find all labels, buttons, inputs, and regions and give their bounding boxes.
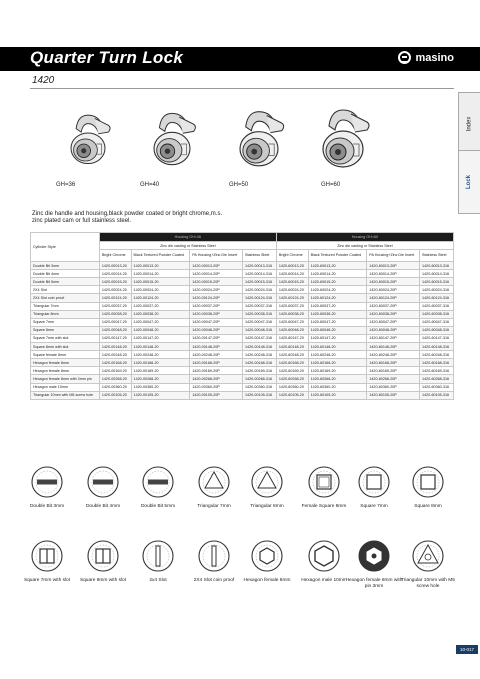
key-style-double-bit [16,462,78,510]
part-number-cell: 1420-60268-20 [276,375,308,383]
part-number-cell: 1420-00148-20 [99,343,131,351]
housing-group-header: Housing GH=60 [276,233,453,242]
part-number-cell: 1420-60013-316 [420,262,454,270]
cylinder-style-cell: Triangular 10mm with M5 screw hole [31,391,100,399]
part-number-cell: 1420-00015-20P [190,278,243,286]
key-style-double-bit [127,462,189,510]
part-number-cell: 1420-00014-20P [190,270,243,278]
part-number-cell: 1420-00037-316 [242,302,276,310]
part-number-cell: 1420-00168-316 [242,359,276,367]
quarter-turn-lock-icon [136,104,208,184]
part-number-cell: 1420-00124-20P [190,294,243,302]
part-number-cell: 1420-60037-20 [276,302,308,310]
cylinder-style-cell: Double Bit 5mm [31,278,100,286]
part-number-cell: 1420-60015-20P [367,278,420,286]
table-row [31,286,454,294]
part-number-cell: 1420-00038-20P [190,310,243,318]
finish-header: Black Textured Powder Coated [308,250,367,262]
square-key-icon [397,462,459,502]
triangle-key-icon [236,462,298,502]
part-number-cell: 1420-60168-20 [308,359,367,367]
tab-lock[interactable] [458,150,480,214]
key-style-square [397,462,459,510]
part-number-cell: 1420-60148-20P [367,343,420,351]
key-style-caption: Female Square 8mm [301,504,347,509]
table-row [31,375,454,383]
part-number-cell: 1420-00268-316 [242,375,276,383]
table-row [31,359,454,367]
key-style-square-slot [72,536,134,584]
part-number-cell: 1420-60047-20 [276,318,308,326]
key-style-caption: Triangular 10mm with M5 screw hole [401,578,455,589]
part-number-cell: 1420-60024-20 [276,286,308,294]
part-number-cell: 1420-60015-20 [308,278,367,286]
part-number-cell: 1420-60105-20P [367,391,420,399]
table-row [31,270,454,278]
housing-height-label: GH=50 [229,182,249,188]
key-style-triangle [236,462,298,510]
part-number-cell: 1420-00038-316 [242,310,276,318]
table-row [31,334,454,342]
part-number-cell: 1420-60148-20 [308,343,367,351]
part-number-cell: 1420-00105-20 [99,391,131,399]
cylinder-style-cell: Square 8mm [31,326,100,334]
part-number-cell: 1420-60037-316 [420,302,454,310]
part-number-cell: 1420-00048-20 [99,326,131,334]
part-number-cell: 1420-00048-20P [190,326,243,334]
square-key-icon [343,462,405,502]
part-number-cell: 1420-60169-20P [367,367,420,375]
part-number-cell: 1420-00268-20P [190,375,243,383]
double-bit-key-icon [72,462,134,502]
part-number-cell: 1420-60148-20 [276,343,308,351]
part-number-cell: 1420-60015-316 [420,278,454,286]
part-number-cell: 1420-60168-316 [420,359,454,367]
key-style-caption: Hexagon female 8mm with pin 3mm [345,578,403,589]
cylinder-style-header: Cylinder Style [31,233,100,262]
product-image [52,104,124,184]
cylinder-style-cell: Hexagon female 8mm [31,367,100,375]
triangle-m5-key-icon [397,536,459,576]
part-number-cell: 1420-60047-316 [420,318,454,326]
tab-index-label: Index [466,116,473,132]
part-number-cell: 1420-60047-20P [367,318,420,326]
page-title: Quarter Turn Lock [30,48,184,67]
part-number-cell: 1420-00015-20 [131,278,190,286]
description-line: Zinc die handle and housing,black powder coated or bright chrome,m.s. [32,211,223,217]
key-style-caption: Double Bit 4mm [85,504,121,509]
finish-header: Stainless Steel [242,250,276,262]
cylinder-style-cell: Square 7mm [31,318,100,326]
part-number-cell: 1420-60014-20 [276,270,308,278]
table-row [31,367,454,375]
part-number-cell: 1420-60105-316 [420,391,454,399]
key-style-triangle-m5 [397,536,459,589]
square-slot-key-icon [72,536,134,576]
part-number-cell: 1420-00360-20 [131,383,190,391]
product-image [136,104,208,184]
part-number-cell: 1420-60360-20 [276,383,308,391]
part-number-cell: 1420-60015-20 [276,278,308,286]
part-number-cell: 1420-60124-20 [308,294,367,302]
part-number-cell: 1420-60014-20P [367,270,420,278]
part-number-cell: 1420-00147-20P [190,334,243,342]
table-row [31,310,454,318]
double-bit-key-icon [16,462,78,502]
part-number-cell: 1420-60038-20 [308,310,367,318]
part-number-cell: 1420-00048-316 [242,326,276,334]
part-number-cell: 1420-60105-20 [276,391,308,399]
key-style-slot [127,536,189,584]
brand-logo [398,51,454,64]
part-number-cell: 1420-00024-316 [242,286,276,294]
part-number-cell: 1420-00024-20P [190,286,243,294]
part-number-cell: 1420-60248-316 [420,351,454,359]
part-number-cell: 1420-00015-316 [242,278,276,286]
part-number-cell: 1420-60013-20 [276,262,308,270]
part-number-cell: 1420-00360-20P [190,383,243,391]
model-code: 1420 [32,75,55,86]
key-style-caption: Hexagon female 8mm [243,578,291,583]
cylinder-style-cell: Hexagon female 8mm [31,359,100,367]
key-style-caption: Triangular 8mm [250,504,284,509]
part-number-cell: 1420-60038-20P [367,310,420,318]
part-number-cell: 1420-60038-20 [276,310,308,318]
part-number-cell: 1420-00105-316 [242,391,276,399]
part-number-cell: 1420-00037-20 [131,302,190,310]
part-number-cell: 1420-60048-20P [367,326,420,334]
cylinder-style-cell: Square 7mm with slot [31,334,100,342]
hex-pin-key-icon [343,536,405,576]
cylinder-style-cell: 2X4 Slot coin proof [31,294,100,302]
part-number-cell: 1420-60147-20 [276,334,308,342]
part-number-cell: 1420-60248-20P [367,351,420,359]
part-number-cell: 1420-60147-20 [308,334,367,342]
part-number-cell: 1420-00147-20 [99,334,131,342]
double-bit-key-icon [127,462,189,502]
part-number-cell: 1420-60048-20 [308,326,367,334]
key-style-caption: Double Bit 3mm [29,504,65,509]
material-group-header: Zinc die casting or Stainless Steel [99,242,276,250]
page-number: 10-017 [456,645,478,654]
part-number-cell: 1420-00047-316 [242,318,276,326]
part-number-cell: 1420-00048-20 [131,326,190,334]
key-style-caption: Hexagon male 10mm [301,578,347,583]
key-style-caption: Square 7mm [360,504,388,509]
slot-key-icon [127,536,189,576]
part-number-cell: 1420-60124-20 [276,294,308,302]
part-number-cell: 1420-60248-20 [276,351,308,359]
part-number-cell: 1420-00105-20 [131,391,190,399]
part-number-cell: 1420-00124-20 [99,294,131,302]
part-number-cell: 1420-00147-20 [131,334,190,342]
key-style-square [343,462,405,510]
part-number-cell: 1420-00168-20P [190,359,243,367]
part-number-cell: 1420-00013-20 [99,262,131,270]
part-number-cell: 1420-60013-20P [367,262,420,270]
part-number-cell: 1420-60037-20P [367,302,420,310]
quarter-turn-lock-icon [307,104,379,184]
masino-logo-icon [398,51,411,64]
product-image [307,104,379,184]
part-number-cell: 1420-00047-20 [131,318,190,326]
part-number-cell: 1420-60168-20 [276,359,308,367]
key-style-caption: 2x4 Slot [149,578,167,583]
housing-height-label: GH=36 [56,182,76,188]
part-number-cell: 1420-00013-20 [131,262,190,270]
cylinder-style-cell: Triangular 8mm [31,310,100,318]
cylinder-style-cell: Hexagon male 10mm [31,383,100,391]
part-number-cell: 1420-00124-20 [131,294,190,302]
part-number-cell: 1420-00037-20 [99,302,131,310]
key-style-double-bit [72,462,134,510]
key-style-caption: Double Bit 5mm [140,504,176,509]
part-number-cell: 1420-00013-316 [242,262,276,270]
part-number-cell: 1420-00248-316 [242,351,276,359]
table-row [31,343,454,351]
square-slot-key-icon [16,536,78,576]
part-number-cell: 1420-00168-20 [99,359,131,367]
brand-name: masino [415,51,454,64]
part-number-cell: 1420-60147-316 [420,334,454,342]
part-number-cell: 1420-00248-20 [99,351,131,359]
table-row [31,326,454,334]
part-number-cell: 1420-60268-20P [367,375,420,383]
part-number-cell: 1420-00024-20 [99,286,131,294]
part-number-cell: 1420-00169-316 [242,367,276,375]
part-number-cell: 1420-60169-316 [420,367,454,375]
part-number-cell: 1420-00360-20 [99,383,131,391]
part-number-cell: 1420-00168-20 [131,359,190,367]
part-number-cell: 1420-60360-20P [367,383,420,391]
part-number-cell: 1420-00268-20 [99,375,131,383]
part-number-cell: 1420-00105-20P [190,391,243,399]
cylinder-style-cell: 2X4 Slot [31,286,100,294]
part-number-cell: 1420-60248-20 [308,351,367,359]
part-number-cell: 1420-60168-20P [367,359,420,367]
cylinder-style-cell: Hexagon female 8mm with 3mm pin [31,375,100,383]
cylinder-style-cell: Double Bit 3mm [31,262,100,270]
quarter-turn-lock-icon [52,104,124,184]
spec-table [30,232,454,400]
part-number-cell: 1420-60024-316 [420,286,454,294]
part-number-cell: 1420-00014-20 [99,270,131,278]
table-row [31,262,454,270]
part-number-cell: 1420-60024-20 [308,286,367,294]
finish-header: Stainless Steel [420,250,454,262]
table-row [31,383,454,391]
part-number-cell: 1420-60268-20 [308,375,367,383]
part-number-cell: 1420-00148-316 [242,343,276,351]
part-number-cell: 1420-60268-316 [420,375,454,383]
part-number-cell: 1420-00015-20 [99,278,131,286]
cylinder-style-cell: Double Bit 4mm [31,270,100,278]
table-row [31,294,454,302]
part-number-cell: 1420-00037-20P [190,302,243,310]
part-number-cell: 1420-60037-20 [308,302,367,310]
housing-height-label: GH=40 [140,182,160,188]
key-style-caption: Square 8mm [414,504,442,509]
tab-index[interactable] [458,92,480,156]
part-number-cell: 1420-00169-20 [99,367,131,375]
part-number-cell: 1420-00124-316 [242,294,276,302]
part-number-cell: 1420-00038-20 [99,310,131,318]
cylinder-style-cell: Square 8mm with slot [31,343,100,351]
key-style-caption: Square 7mm with slot [23,578,71,583]
tab-lock-label: Lock [466,174,473,190]
table-row [31,278,454,286]
cylinder-style-cell: Triangular 7mm [31,302,100,310]
part-number-cell: 1420-00024-20 [131,286,190,294]
part-number-cell: 1420-00014-316 [242,270,276,278]
part-number-cell: 1420-60038-316 [420,310,454,318]
description-line: zinc plated cam or full stainless steel. [32,218,132,224]
part-number-cell: 1420-00360-316 [242,383,276,391]
part-number-cell: 1420-60024-20P [367,286,420,294]
table-row [31,302,454,310]
part-number-cell: 1420-60014-316 [420,270,454,278]
part-number-cell: 1420-00248-20P [190,351,243,359]
cylinder-style-cell: Square female 8mm [31,351,100,359]
table-row [31,351,454,359]
part-number-cell: 1420-00148-20P [190,343,243,351]
key-style-caption: Triangular 7mm [197,504,231,509]
housing-height-label: GH=60 [321,182,341,188]
part-number-cell: 1420-60360-20 [308,383,367,391]
finish-header: PA Housing+Zinc Die Insert [190,250,243,262]
table-row [31,318,454,326]
table-row [31,391,454,399]
part-number-cell: 1420-00169-20 [131,367,190,375]
quarter-turn-lock-icon [223,104,295,184]
part-number-cell: 1420-00047-20P [190,318,243,326]
part-number-cell: 1420-00268-20 [131,375,190,383]
part-number-cell: 1420-00038-20 [131,310,190,318]
part-number-cell: 1420-60360-316 [420,383,454,391]
part-number-cell: 1420-60048-316 [420,326,454,334]
part-number-cell: 1420-60124-20P [367,294,420,302]
part-number-cell: 1420-00014-20 [131,270,190,278]
hex-female-key-icon [236,536,298,576]
finish-header: Black Textured Powder Coated [131,250,190,262]
finish-header: Bright Chrome [99,250,131,262]
part-number-cell: 1420-60124-316 [420,294,454,302]
part-number-cell: 1420-60147-20P [367,334,420,342]
product-image [223,104,295,184]
key-style-hex-female [236,536,298,584]
part-number-cell: 1420-00013-20P [190,262,243,270]
key-style-caption: 2X4 Slot coin proof [193,578,235,583]
part-number-cell: 1420-00169-20P [190,367,243,375]
part-number-cell: 1420-00248-20 [131,351,190,359]
part-number-cell: 1420-60169-20 [276,367,308,375]
key-style-hex-pin [343,536,405,589]
part-number-cell: 1420-60105-20 [308,391,367,399]
part-number-cell: 1420-00148-20 [131,343,190,351]
part-number-cell: 1420-60148-316 [420,343,454,351]
part-number-cell: 1420-00047-20 [99,318,131,326]
divider [30,88,454,89]
part-number-cell: 1420-60014-20 [308,270,367,278]
finish-header: PA Housing+Zinc Die Insert [367,250,420,262]
key-style-caption: Square 8mm with slot [79,578,127,583]
key-style-square-slot [16,536,78,584]
product-description [32,211,222,225]
part-number-cell: 1420-00147-316 [242,334,276,342]
part-number-cell: 1420-60169-20 [308,367,367,375]
part-number-cell: 1420-60047-20 [308,318,367,326]
finish-header: Bright Chrome [276,250,308,262]
part-number-cell: 1420-60013-20 [308,262,367,270]
housing-group-header: Housing GH=36 [99,233,276,242]
part-number-cell: 1420-60048-20 [276,326,308,334]
material-group-header: Zinc die casting or Stainless Steel [276,242,453,250]
